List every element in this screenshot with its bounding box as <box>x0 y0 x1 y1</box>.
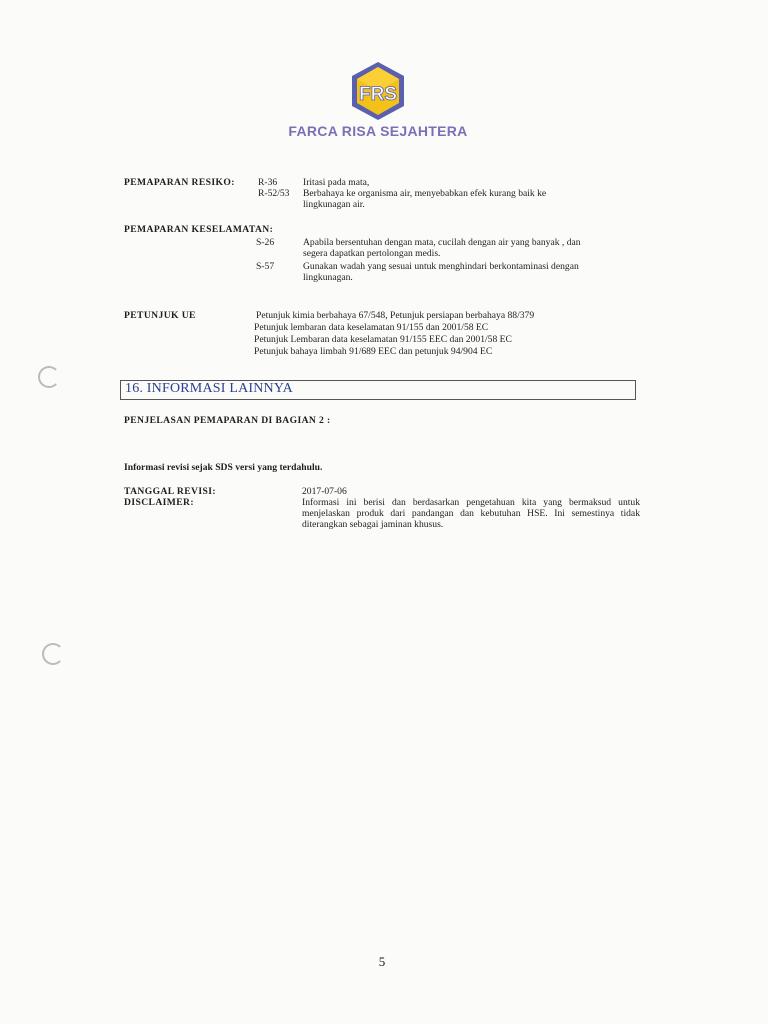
risk-text: Iritasi pada mata, <box>303 177 370 188</box>
safety-code: S-57 <box>256 261 275 272</box>
explanation-label: PENJELASAN PEMAPARAN DI BAGIAN 2 : <box>124 415 331 426</box>
eu-directive-line: Petunjuk kimia berbahaya 67/548, Petunjuk persiapan berbahaya 88/379 <box>256 310 535 321</box>
revision-info: Informasi revisi sejak SDS versi yang terdahulu. <box>124 462 323 473</box>
eu-directive-line: Petunjuk bahaya limbah 91/689 EEC dan petunjuk 94/904 EC <box>254 346 493 357</box>
company-logo <box>348 60 408 122</box>
binder-hole-icon <box>42 643 64 665</box>
disclaimer-label: DISCLAIMER: <box>124 497 194 508</box>
risk-text: Berbahaya ke organisma air, menyebabkan efek kurang baik ke <box>303 188 547 199</box>
safety-label: PEMAPARAN KESELAMATAN: <box>124 224 274 235</box>
safety-text: Gunakan wadah yang sesuai untuk menghindari berkontaminasi dengan <box>303 261 579 272</box>
risk-code: R-36 <box>258 177 278 188</box>
risk-code: R-52/53 <box>258 188 290 199</box>
eu-label: PETUNJUK UE <box>124 310 196 321</box>
page-number: 5 <box>378 954 386 969</box>
safety-text-cont: lingkunagan. <box>303 272 353 283</box>
revision-date-label: TANGGAL REVISI: <box>124 486 216 497</box>
risk-text-cont: lingkunagan air. <box>303 199 365 210</box>
risk-label: PEMAPARAN RESIKO: <box>124 177 235 188</box>
safety-text: Apabila bersentuhan dengan mata, cucilah dengan air yang banyak , dan <box>303 237 581 248</box>
safety-code: S-26 <box>256 237 275 248</box>
section-title: 16. INFORMASI LAINNYA <box>125 381 293 396</box>
binder-hole-icon <box>38 366 60 388</box>
eu-directive-line: Petunjuk lembaran data keselamatan 91/155 dan 2001/58 EC <box>254 322 489 333</box>
logo-text: FRS <box>359 84 397 105</box>
company-name: FARCA RISA SEJAHTERA <box>288 123 468 139</box>
disclaimer-text: Informasi ini berisi dan berdasarkan pengetahuan kita yang bermaksud untuk menjelaskan produk dari pandangan dan kebutuhan HSE. Ini semestinya tidak diterangkan sebagai jaminan khusus. <box>302 497 640 530</box>
eu-directive-line: Petunjuk Lembaran data keselamatan 91/155 EEC dan 2001/58 EC <box>254 334 512 345</box>
revision-date: 2017-07-06 <box>302 486 347 497</box>
safety-text-cont: segera dapatkan pertolongan medis. <box>303 248 441 259</box>
